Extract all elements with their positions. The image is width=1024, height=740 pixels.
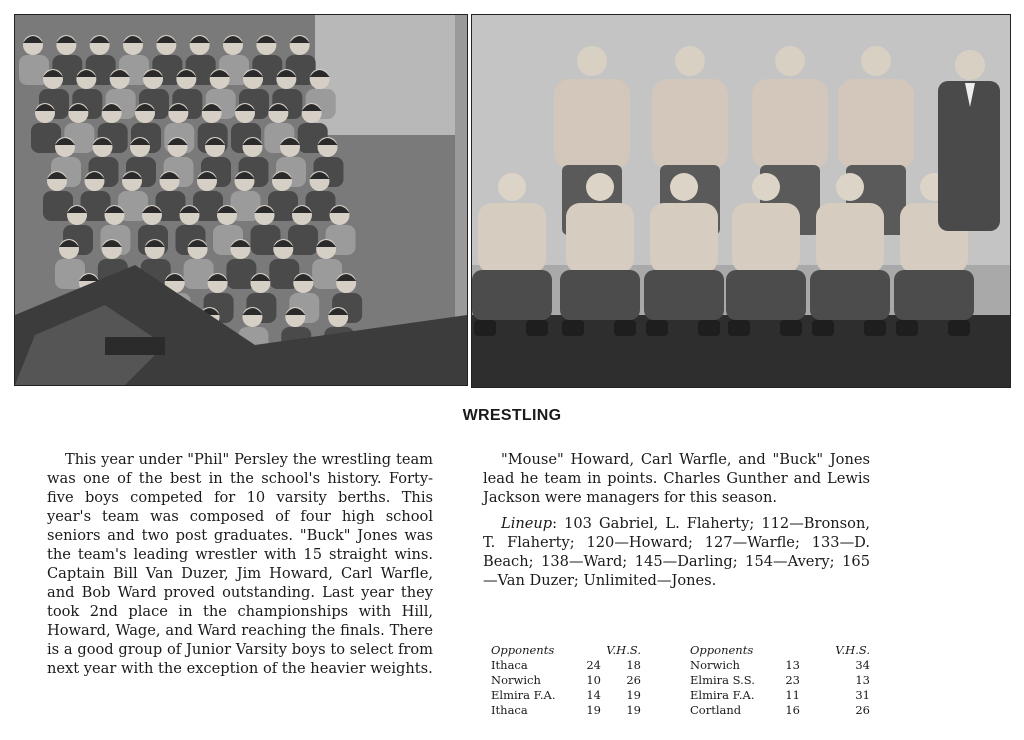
vhs-score: 26	[855, 703, 870, 717]
vhs-score: 19	[626, 703, 641, 717]
scores-table-left	[491, 643, 641, 718]
vhs-header: V.H.S.	[606, 643, 641, 657]
opponent-score: 10	[586, 673, 601, 687]
opponent-name: Cortland	[690, 703, 742, 717]
vhs-score: 18	[626, 658, 641, 672]
vhs-score: 34	[855, 658, 870, 672]
vhs-score: 13	[855, 673, 870, 687]
score-row	[491, 688, 641, 703]
opponents-header: Opponents	[690, 643, 754, 657]
opponent-name: Norwich	[690, 658, 740, 672]
lineup-paragraph	[483, 514, 870, 590]
article-paragraph-1: This year under "Phil" Persley the wrestling team was one of the best in the school's history. Forty-five boys competed for 10 varsity berths. This year's team was composed of four high school seniors and two post graduates. "Buck" Jones was the team's leading wrestler with 15 straight wins. Captain Bill Van Duzer, Jim Howard, Carl Warfle, and Bob Ward proved outstanding. Last year they took 2nd place in the championships with Hill, Howard, Wage, and Ward reaching the finals. There is a good group of Junior Varsity boys to select from next year with the exception of the heavier weights.	[47, 451, 433, 677]
score-row	[491, 703, 641, 718]
scores-table-right	[690, 643, 870, 718]
opponent-score: 11	[785, 688, 800, 702]
opponent-score: 19	[586, 703, 601, 717]
lineup-label: Lineup	[501, 515, 553, 532]
opponent-score: 13	[785, 658, 800, 672]
opponent-name: Elmira F.A.	[491, 688, 556, 702]
score-row	[690, 673, 870, 688]
opponent-name: Elmira S.S.	[690, 673, 755, 687]
opponent-score: 14	[586, 688, 601, 702]
opponent-name: Ithaca	[491, 658, 528, 672]
opponent-score: 24	[586, 658, 601, 672]
score-row	[690, 658, 870, 673]
opponent-name: Norwich	[491, 673, 541, 687]
lineup-text: : 103 Gabriel, L. Flaherty; 112—Bronson, T. Flaherty; 120—Howard; 127—Warfle; 133—D. Beach; 138—Ward; 145—Darling; 154—Avery; 165—Van Duzer; Unlimited—Jones.	[483, 515, 870, 589]
opponent-score: 23	[785, 673, 800, 687]
scores-header-row	[491, 643, 641, 658]
opponent-name: Ithaca	[491, 703, 528, 717]
article-column-right	[483, 450, 870, 590]
article-paragraph-2: "Mouse" Howard, Carl Warfle, and "Buck" Jones lead he team in points. Charles Gunther and Lewis Jackson were managers for this season.	[483, 451, 870, 506]
vhs-score: 19	[626, 688, 641, 702]
crowd-photo	[14, 14, 468, 386]
opponent-score: 16	[785, 703, 800, 717]
vhs-score: 26	[626, 673, 641, 687]
team-photo	[471, 14, 1011, 388]
vhs-header: V.H.S.	[835, 643, 870, 657]
score-row	[690, 688, 870, 703]
scores-header-row	[690, 643, 870, 658]
opponents-header: Opponents	[491, 643, 555, 657]
score-row	[690, 703, 870, 718]
vhs-score: 31	[855, 688, 870, 702]
score-row	[491, 673, 641, 688]
article-title: WRESTLING	[462, 407, 562, 424]
opponent-name: Elmira F.A.	[690, 688, 755, 702]
article-column-left	[47, 450, 433, 678]
score-row	[491, 658, 641, 673]
